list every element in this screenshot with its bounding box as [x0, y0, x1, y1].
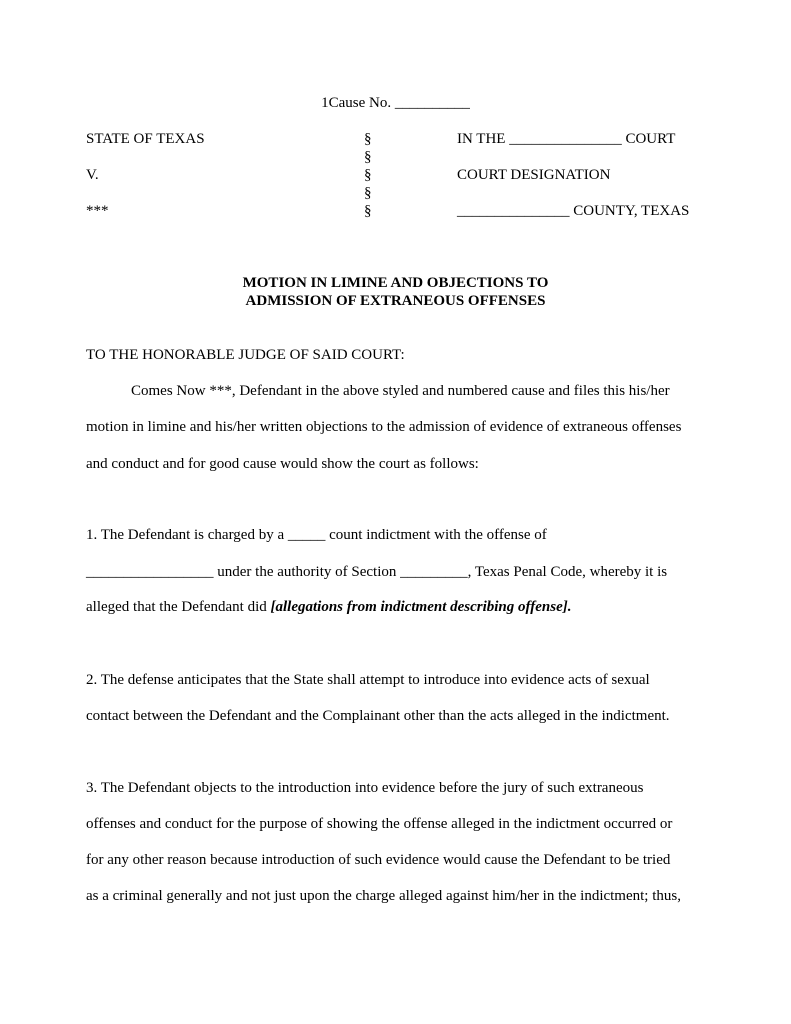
caption-party-state: STATE OF TEXAS: [86, 131, 205, 147]
caption-defendant: ***: [86, 203, 109, 219]
intro-line: motion in limine and his/her written objections to the admission of evidence of extraneous offenses: [86, 419, 682, 435]
para2-line: 2. The defense anticipates that the State shall attempt to introduce into evidence acts of sexual: [86, 672, 650, 688]
document-title-line-1: MOTION IN LIMINE AND OBJECTIONS TO: [242, 275, 549, 291]
caption-court-designation: COURT DESIGNATION: [457, 167, 611, 183]
cause-number: 1Cause No. __________: [321, 95, 470, 111]
allegations-placeholder: [allegations from indictment describing offense].: [270, 599, 572, 615]
intro-line: and conduct and for good cause would show the court as follows:: [86, 456, 479, 472]
section-mark: §: [364, 203, 372, 219]
para3-line: 3. The Defendant objects to the introduction into evidence before the jury of such extraneous: [86, 780, 644, 796]
para3-line: offenses and conduct for the purpose of showing the offense alleged in the indictment occurred or: [86, 816, 673, 832]
para3-line: as a criminal generally and not just upon the charge alleged against him/her in the indictment; thus,: [86, 888, 681, 904]
section-mark: §: [364, 185, 372, 201]
para1-line: [86, 598, 571, 616]
intro-line: Comes Now ***, Defendant in the above styled and numbered cause and files this his/her: [131, 383, 670, 399]
para1-line3-text: alleged that the Defendant did: [86, 599, 271, 615]
salutation: TO THE HONORABLE JUDGE OF SAID COURT:: [86, 347, 405, 363]
section-mark: §: [364, 149, 372, 165]
caption-versus: V.: [86, 167, 99, 183]
document-title-line-2: ADMISSION OF EXTRANEOUS OFFENSES: [245, 293, 546, 309]
section-mark: §: [364, 167, 372, 183]
section-mark: §: [364, 131, 372, 147]
para1-line: _________________ under the authority of Section _________, Texas Penal Code, whereby it is: [86, 564, 668, 580]
caption-county: _______________ COUNTY, TEXAS: [457, 203, 690, 219]
para1-line: 1. The Defendant is charged by a _____ count indictment with the offense of: [86, 527, 547, 543]
caption-court: IN THE _______________ COURT: [457, 131, 676, 147]
para2-line: contact between the Defendant and the Complainant other than the acts alleged in the indictment.: [86, 708, 670, 724]
para3-line: for any other reason because introduction of such evidence would cause the Defendant to be tried: [86, 852, 671, 868]
